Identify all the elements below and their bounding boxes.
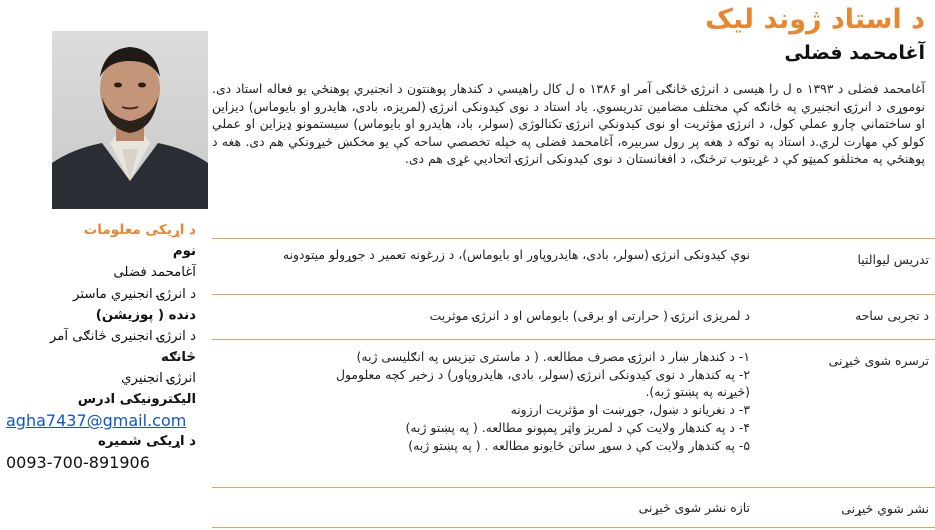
degree-value: د انرژۍ انجنيري ماستر — [73, 287, 196, 302]
email-link[interactable]: agha7437@gmail.com — [6, 411, 187, 430]
name-label: نوم — [172, 244, 196, 259]
experience-area-label: د تجربی ساحه — [855, 308, 929, 323]
profile-photo — [52, 31, 208, 209]
list-item: ۱- د کندهار ښار د انرژۍ مصرف مطالعه. ( د ماستری تيزيس په انګليسی ژبه) — [356, 349, 750, 364]
contact-info-panel — [6, 218, 196, 474]
list-item: ۲- په کندهار د نوی کيدونکی انرژۍ (سولر، بادی، هايدروپاور) د زخير کچه معلومول — [336, 366, 750, 382]
research-list — [220, 348, 750, 454]
published-research-value: تازه نشر شوی څيړنی — [638, 500, 750, 515]
experience-area-value: د لمريزی انرژۍ ( حرارتی او برقی) بايوماس او د انرژۍ موثريت — [429, 308, 750, 323]
teaching-interests-label: تدريس ليوالتيا — [857, 252, 929, 267]
table-bottom-divider — [212, 527, 935, 528]
published-research-label: نشر شوي څيړنی — [841, 501, 929, 516]
table-row — [212, 339, 935, 488]
email-label: اليکترونيکی ادرس — [77, 392, 196, 407]
table-row — [212, 238, 935, 295]
name-value: آغامحمد فضلی — [113, 265, 196, 280]
list-item: (څيړنه په پښتو ژبه). — [645, 384, 750, 400]
position-value: د انرژۍ انجنيری څانګی آمر — [49, 329, 196, 344]
list-item: ۴- د په کندهار ولايت کې د لمريز واټر پمپونو مطالعه. ( په پښتو ژبه) — [405, 419, 750, 435]
person-name: آغامحمد فضلی — [784, 42, 925, 64]
list-item: ۵- په کندهار ولايت کې د سوړ ساتن ځايونو مطالعه . ( په پښتو ژبه) — [408, 437, 750, 453]
page-title: د استاد ژوند ليک — [705, 4, 925, 35]
research-done-label: ترسره شوی څيړنی — [828, 353, 929, 368]
table-row — [212, 294, 935, 340]
position-label: دنده ( پوزیشن) — [95, 308, 196, 323]
bio-paragraph: آغامحمد فضلی د ۱۳۹۳ ه ل را هیسی د انرژۍ څانګی آمر او ۱۳۸۶ ه ل کال راهیسي د کندهار پوهنتون د انجنيري پوهنځي يو فعاله استاد دی. نوموړی د انرژۍ انجنيري په څانګه کې مختلف مضامين تدريسوي. ياد استاد د نوی کيدونکی انرژۍ (لمريزه، بادی، هايدرو او بايوماس) ديزاين او ساختماني چارو عملي کول، د انرژۍ مؤثريت او نوی کيدونکي انرژۍ تکنالوژی (سولر، باد، هايدرو او بايوماس) سيستمونو ډيزاين او عملي کولو کې مهارت لري.د استاد په توګه د هغه پر رول سربيره، آغامحمد فضلی په خپله تخصصي ساحه کې يو مخکښ څيړونکي هم دی. هغه د پوهنځي په مختلفو کميټو کې د غړيتوب ترڅنګ، د افغانستان د نوی کيدونکی انرژۍ اتحاديي غړی هم دی. — [212, 81, 926, 167]
phone-value: 0093-700-891906 — [6, 453, 150, 472]
contact-section-title: د اړیکی معلومات — [83, 222, 196, 238]
department-label: څانګه — [161, 350, 196, 365]
teaching-interests-value: نوې کيدونکی انرژۍ (سولر، بادی، هايدروپاور او بايوماس)، د زرغونه تعمير د جوړولو ميتودونه — [282, 247, 750, 262]
list-item: ۳- د نغريانو د ښول، جوړښت او مؤثريت ارزونه — [510, 402, 750, 418]
phone-label: د اړیکی شمیره — [97, 434, 196, 449]
table-row — [212, 487, 935, 528]
department-value: انرژۍ انجنيري — [121, 371, 196, 386]
